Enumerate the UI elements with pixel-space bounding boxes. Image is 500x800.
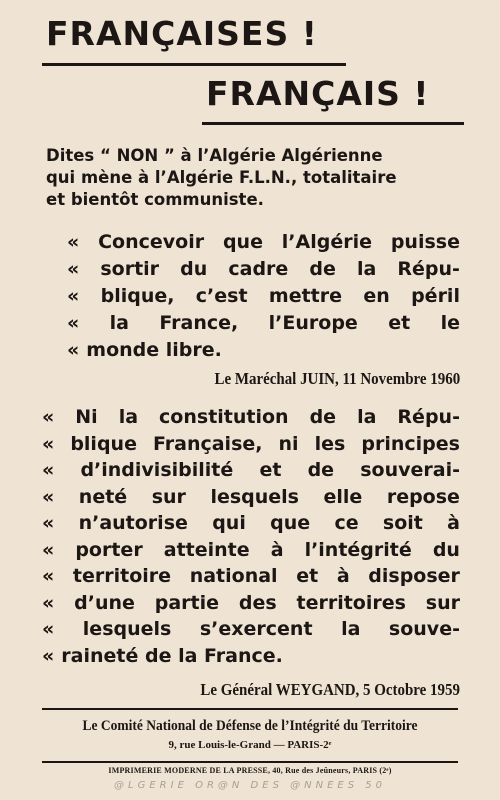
quote-juin <box>67 229 460 364</box>
quote-word: la <box>341 618 361 640</box>
quote-word: la <box>357 406 377 428</box>
quote-word: et <box>296 565 319 587</box>
quote-word: porter <box>75 538 143 561</box>
quote-word: Répu- <box>397 258 460 280</box>
quote-word: Concevoir <box>98 231 205 253</box>
quote-word: le <box>440 312 460 334</box>
quote-mark: « <box>67 312 80 334</box>
quote-line <box>42 457 460 484</box>
quote-word: c’est <box>195 285 248 307</box>
quote-word: Répu- <box>397 406 460 428</box>
intro-line: qui mène à l’Algérie F.L.N., totalitaire <box>46 168 397 187</box>
quote-word: du <box>180 258 208 280</box>
footer-divider-top <box>42 708 458 710</box>
quote-word: la <box>109 312 130 334</box>
quote-word: national <box>189 565 278 587</box>
quote-mark: « <box>42 591 55 614</box>
heading-francaises: FRANÇAISES ! <box>46 14 318 53</box>
quote-word: blique <box>70 432 137 455</box>
quote-mark: « <box>42 432 55 455</box>
quote-word: souve- <box>388 618 460 640</box>
quote-line <box>42 616 460 643</box>
quote-word: de <box>307 459 335 481</box>
quote-word: et <box>388 312 411 334</box>
quote-word: d’une <box>74 591 135 614</box>
quote-word: lesquels <box>210 485 299 508</box>
quote-word: France, <box>159 312 239 334</box>
quote-word: que <box>222 231 263 253</box>
quote-word: soit <box>382 512 423 534</box>
quote-word: en <box>363 285 390 307</box>
quote-line <box>42 590 460 617</box>
quote-word: l’Algérie <box>281 231 372 253</box>
quote-word: Française, <box>152 432 263 455</box>
quote-line <box>67 256 460 283</box>
quote-word: blique, <box>100 285 175 307</box>
quote-word: monde libre. <box>86 339 222 361</box>
quote-line <box>42 484 460 511</box>
quote-word: ce <box>334 512 359 534</box>
intro-line: Dites “ NON ” à l’Algérie Algérienne <box>46 146 383 165</box>
quote-mark: « <box>42 565 55 587</box>
committee-name: Le Comité National de Défense de l’Intégrité du Territoire <box>82 718 418 734</box>
heading-francais: FRANÇAIS ! <box>206 74 430 113</box>
quote-word: du <box>432 538 460 561</box>
quote-line <box>67 310 460 337</box>
quote-mark: « <box>67 231 80 253</box>
quote-mark: « <box>67 339 80 361</box>
attribution-weygand: Le Général WEYGAND, 5 Octobre 1959 <box>200 680 460 699</box>
site-watermark: @LGERIE OR@N DES @NNEES 50 <box>114 780 386 791</box>
quote-line <box>67 337 460 364</box>
attribution-juin: Le Maréchal JUIN, 11 Novembre 1960 <box>214 369 460 388</box>
quote-word: sortir <box>100 258 160 280</box>
quote-mark: « <box>42 406 55 428</box>
quote-line <box>42 510 460 537</box>
quote-mark: « <box>42 644 55 667</box>
quote-word: partie <box>154 591 220 614</box>
quote-word: sur <box>425 591 460 614</box>
quote-word: de <box>309 258 336 280</box>
heading-underline-1 <box>42 63 346 66</box>
quote-word: cadre <box>228 258 289 280</box>
committee-address: 9, rue Louis-le-Grand — PARIS-2ᵉ <box>168 739 332 751</box>
quote-word: qui <box>212 512 246 534</box>
quote-word: atteinte <box>163 538 250 561</box>
quote-word: Ni <box>75 406 98 428</box>
quote-line <box>42 404 460 431</box>
quote-line <box>67 229 460 256</box>
quote-line <box>42 537 460 564</box>
quote-word: lesquels <box>82 618 172 640</box>
quote-word: des <box>238 591 277 614</box>
quote-word: constitution <box>159 406 289 428</box>
quote-mark: « <box>67 285 80 307</box>
quote-word: ni <box>278 432 299 455</box>
quote-line <box>42 563 460 590</box>
quote-word: sur <box>151 485 186 508</box>
heading-underline-2 <box>202 122 464 125</box>
intro-paragraph <box>46 145 466 211</box>
quote-word: principes <box>361 432 460 455</box>
quote-mark: « <box>42 618 55 640</box>
quote-word: d’indivisibilité <box>80 459 234 481</box>
quote-word: à <box>270 538 284 561</box>
quote-word: s’exercent <box>199 618 313 640</box>
quote-word: les <box>314 432 346 455</box>
quote-word: disposer <box>368 565 460 587</box>
quote-word: à <box>336 565 350 587</box>
quote-word: à <box>447 512 460 534</box>
quote-line <box>42 431 460 458</box>
quote-mark: « <box>42 459 55 481</box>
quote-word: péril <box>411 285 460 307</box>
quote-word: mettre <box>268 285 342 307</box>
footer-divider-bottom <box>42 761 458 763</box>
quote-word: neté <box>78 485 128 508</box>
quote-word: territoire <box>72 565 172 587</box>
quote-mark: « <box>42 538 55 561</box>
quote-word: repose <box>386 485 460 508</box>
quote-word: elle <box>323 485 363 508</box>
quote-line <box>42 643 460 670</box>
quote-word: n’autorise <box>78 512 188 534</box>
intro-line: et bientôt communiste. <box>46 190 264 209</box>
quote-mark: « <box>42 485 55 508</box>
quote-mark: « <box>42 512 55 534</box>
quote-word: l’Europe <box>268 312 358 334</box>
quote-word: la <box>118 406 139 428</box>
printer-credit: IMPRIMERIE MODERNE DE LA PRESSE, 40, Rue des Jeûneurs, PARIS (2ᵉ) <box>108 766 392 775</box>
quote-mark: « <box>67 258 80 280</box>
quote-weygand <box>42 404 460 669</box>
quote-word: raineté de la France. <box>61 644 283 667</box>
quote-word: territoires <box>296 591 406 614</box>
quote-word: la <box>356 258 377 280</box>
quote-word: souverai- <box>360 459 460 481</box>
quote-word: et <box>259 459 282 481</box>
quote-word: l’intégrité <box>304 538 412 561</box>
quote-word: de <box>309 406 337 428</box>
quote-word: que <box>270 512 311 534</box>
quote-word: puisse <box>390 231 460 253</box>
quote-line <box>67 283 460 310</box>
